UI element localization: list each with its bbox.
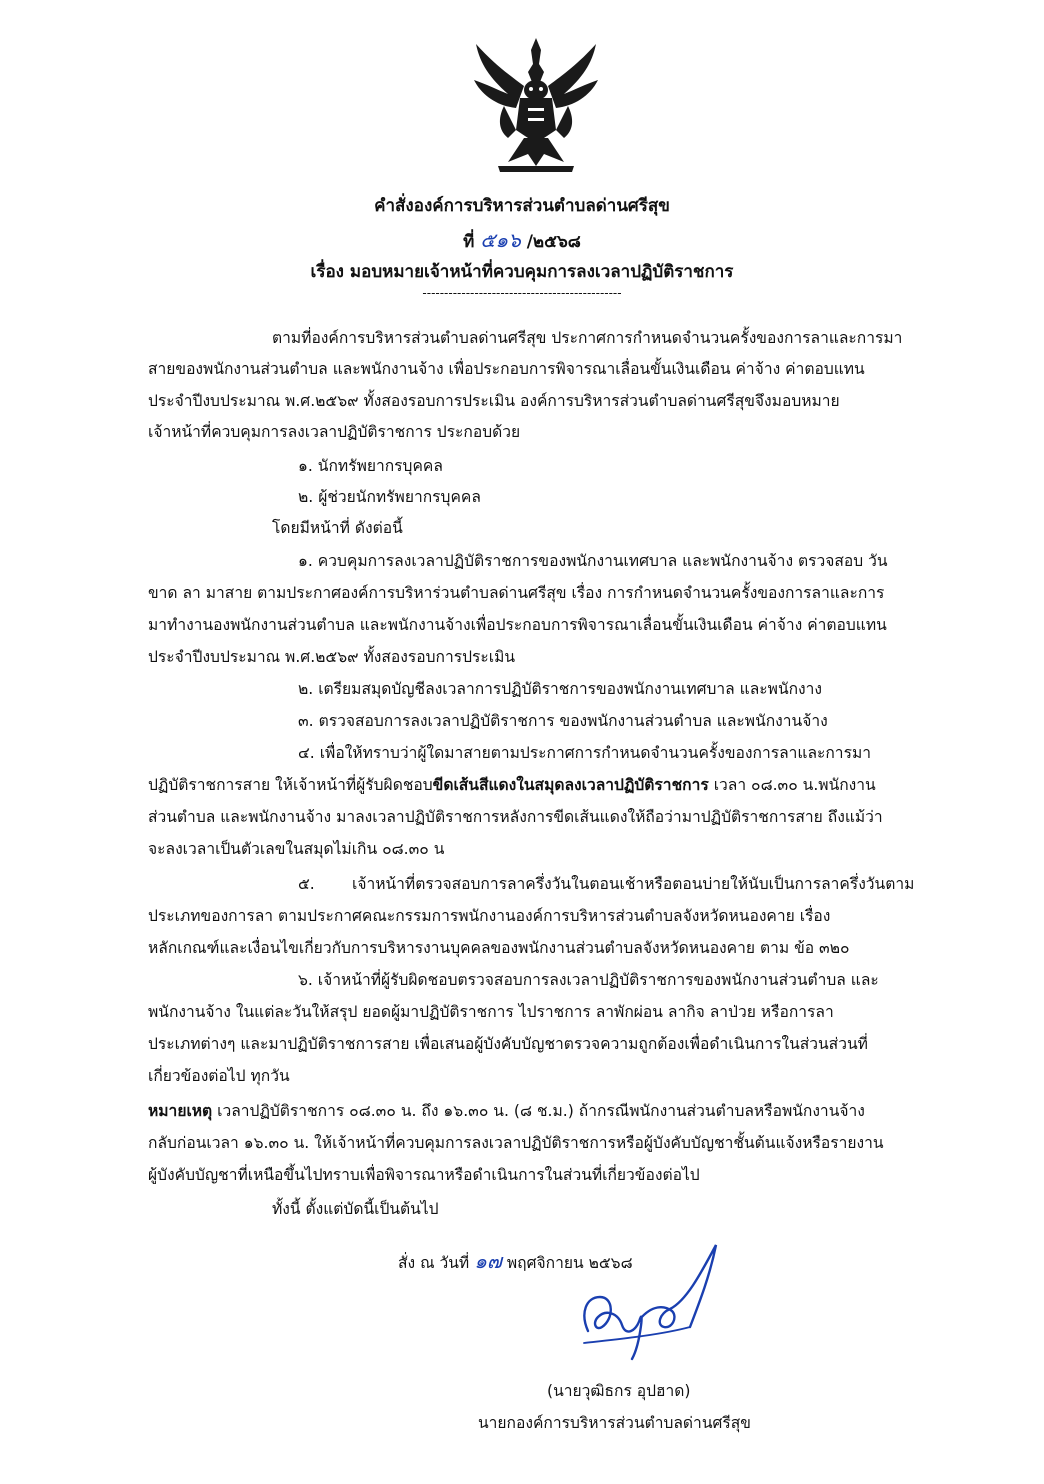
duties-heading: โดยมีหน้าที่ ดังต่อนี้ — [272, 519, 403, 537]
title-separator: ---------------------------------------------- — [422, 286, 622, 300]
intro-line-2: สายของพนักงานส่วนตำบล และพนักงานจ้าง เพื่อประกอบการพิจารณาเลื่อนขั้นเงินเดือน ค่าจ้าง ค่าตอบแทน — [148, 360, 865, 378]
duty-4-line-4: จะลงเวลาเป็นตัวเลขในสมุดไม่เกิน ๐๘.๓๐ น — [148, 840, 445, 858]
duty-6-line-1: ๖. เจ้าหน้าที่ผู้รับผิดชอบตรวจสอบการลงเวลาปฏิบัติราชการของพนักงานส่วนตำบล และ — [298, 971, 879, 989]
duty-4-line-2 — [148, 774, 876, 796]
duty-5-line-2: ประเภทของการลา ตามประกาศคณะกรรมการพนักงานองค์การบริหารส่วนตำบลจังหวัดหนองคาย เรื่อง — [148, 907, 831, 925]
remark-line-3: ผู้บังคับบัญชาที่เหนือขึ้นไปทราบเพื่อพิจารณาหรือดำเนินการในส่วนที่เกี่ยวข้องต่อไป — [148, 1166, 700, 1184]
order-date-prefix: สั่ง ณ วันที่ — [398, 1254, 470, 1272]
duty-1-line-3: มาทำงานองพนักงานส่วนตำบล และพนักงานจ้างเพื่อประกอบการพิจารณาเลื่อนขั้นเงินเดือน ค่าจ้าง ค่าตอบแทน — [148, 616, 887, 634]
signature-scribble — [540, 1235, 740, 1365]
duty-2: ๒. เตรียมสมุดบัญชีลงเวลาการปฏิบัติราชการของพนักงานเทศบาล และพนักงาง — [298, 680, 823, 698]
duty-6-line-4: เกี่ยวข้องต่อไป ทุกวัน — [148, 1067, 290, 1085]
intro-line-1: ตามที่องค์การบริหารส่วนตำบลด่านศรีสุข ประกาศการกำหนดจำนวนครั้งของการลาและการมา — [272, 329, 903, 347]
staff-item-2: ๒. ผู้ช่วยนักทรัพยากรบุคคล — [298, 488, 481, 506]
duty-1-line-4: ประจำปีงบประมาณ พ.ศ.๒๕๖๙ ทั้งสองรอบการประเมิน — [148, 648, 516, 666]
duty-5-line-1: เจ้าหน้าที่ตรวจสอบการลาครึ่งวันในตอนเช้าหรือตอนบ่ายให้นับเป็นการลาครึ่งวันตาม — [352, 875, 915, 893]
duty-4-line-1: ๔. เพื่อให้ทราบว่าผู้ใดมาสายตามประกาศการกำหนดจำนวนครั้งของการลาและการมา — [298, 744, 871, 762]
order-title: คำสั่งองค์การบริหารส่วนตำบลด่านศรีสุข — [374, 196, 670, 216]
duty-6-line-2: พนักงานจ้าง ในแต่ละวันให้สรุป ยอดผู้มาปฏิบัติราชการ ไปราชการ ลาพักผ่อน ลากิจ ลาป่วย หรือการลา — [148, 1003, 834, 1021]
order-number-handwritten: ๕๑๖ — [480, 228, 521, 252]
duty-1-line-1: ๑. ควบคุมการลงเวลาปฏิบัติราชการของพนักงานเทศบาล และพนักงานจ้าง ตรวจสอบ วัน — [298, 552, 888, 570]
duty-4-line-2-start: ปฏิบัติราชการสาย ให้เจ้าหน้าที่ผู้รับผิดชอบ — [148, 776, 433, 794]
remark-line-2: กลับก่อนเวลา ๑๖.๓๐ น. ให้เจ้าหน้าที่ควบคุมการลงเวลาปฏิบัติราชการหรือผู้บังคับบัญชาชั้นต้นแจ้งหรือรายงาน — [148, 1134, 884, 1152]
duty-5-line-3: หลักเกณฑ์และเงื่อนไขเกี่ยวกับการบริหารงานบุคคลของพนักงานส่วนตำบลจังหวัดหนองคาย ตาม ข้อ ๓๒๐ — [148, 939, 850, 957]
duty-4-line-2-end: เวลา ๐๘.๓๐ น.พนักงาน — [708, 776, 876, 794]
intro-line-3: ประจำปีงบประมาณ พ.ศ.๒๕๖๙ ทั้งสองรอบการประเมิน องค์การบริหารส่วนตำบลด่านศรีสุขจึงมอบหมาย — [148, 392, 840, 410]
duty-6-line-3: ประเภทต่างๆ และมาปฏิบัติราชการสาย เพื่อเสนอผู้บังคับบัญชาตรวจความถูกต้องเพื่อดำเนินการในส่วนส่วนที่ — [148, 1035, 868, 1053]
remark-line-1-text: เวลาปฏิบัติราชการ ๐๘.๓๐ น. ถึง ๑๖.๓๐ น. (๘ ช.ม.) ถ้ากรณีพนักงานส่วนตำบลหรือพนักงานจ้าง — [212, 1102, 865, 1120]
signatory-position: นายกองค์การบริหารส่วนตำบลด่านศรีสุข — [478, 1414, 751, 1432]
order-number-prefix: ที่ — [463, 232, 475, 252]
order-date-month-year: พฤศจิกายน ๒๕๖๘ — [506, 1254, 633, 1272]
remark-line-1 — [148, 1100, 865, 1122]
remark-label: หมายเหตุ — [148, 1102, 213, 1120]
effective-statement: ทั้งนี้ ตั้งแต่บัดนี้เป็นต้นไป — [272, 1200, 439, 1218]
duty-4-emphasis: ขีดเส้นสีแดงในสมุดลงเวลาปฏิบัติราชการ — [432, 776, 709, 794]
order-number — [0, 224, 1044, 256]
intro-line-4: เจ้าหน้าที่ควบคุมการลงเวลาปฏิบัติราชการ ประกอบด้วย — [148, 423, 521, 441]
order-date-day-handwritten: ๑๗ — [474, 1249, 502, 1273]
order-subject: เรื่อง มอบหมายเจ้าหน้าที่ควบคุมการลงเวลาปฏิบัติราชการ — [310, 262, 734, 282]
signatory-name: (นายวุฒิธกร อุปฮาด) — [547, 1382, 691, 1400]
order-number-suffix: /๒๕๖๘ — [526, 232, 581, 252]
garuda-emblem — [468, 34, 604, 174]
duty-1-line-2: ขาด ลา มาสาย ตามประกาศองค์การบริหาร่วนตำบลด่านศรีสุข เรื่อง การกำหนดจำนวนครั้งของการลาและการ — [148, 584, 885, 602]
duty-5-number: ๕. — [298, 875, 315, 893]
staff-item-1: ๑. นักทรัพยากรบุคคล — [298, 457, 443, 475]
duty-3: ๓. ตรวจสอบการลงเวลาปฏิบัติราชการ ของพนักงานส่วนตำบล และพนักงานจ้าง — [298, 712, 828, 730]
duty-4-line-3: ส่วนตำบล และพนักงานจ้าง มาลงเวลาปฏิบัติราชการหลังการขีดเส้นแดงให้ถือว่ามาปฏิบัติราชการสาย ถึงแม้ว่า — [148, 808, 883, 826]
